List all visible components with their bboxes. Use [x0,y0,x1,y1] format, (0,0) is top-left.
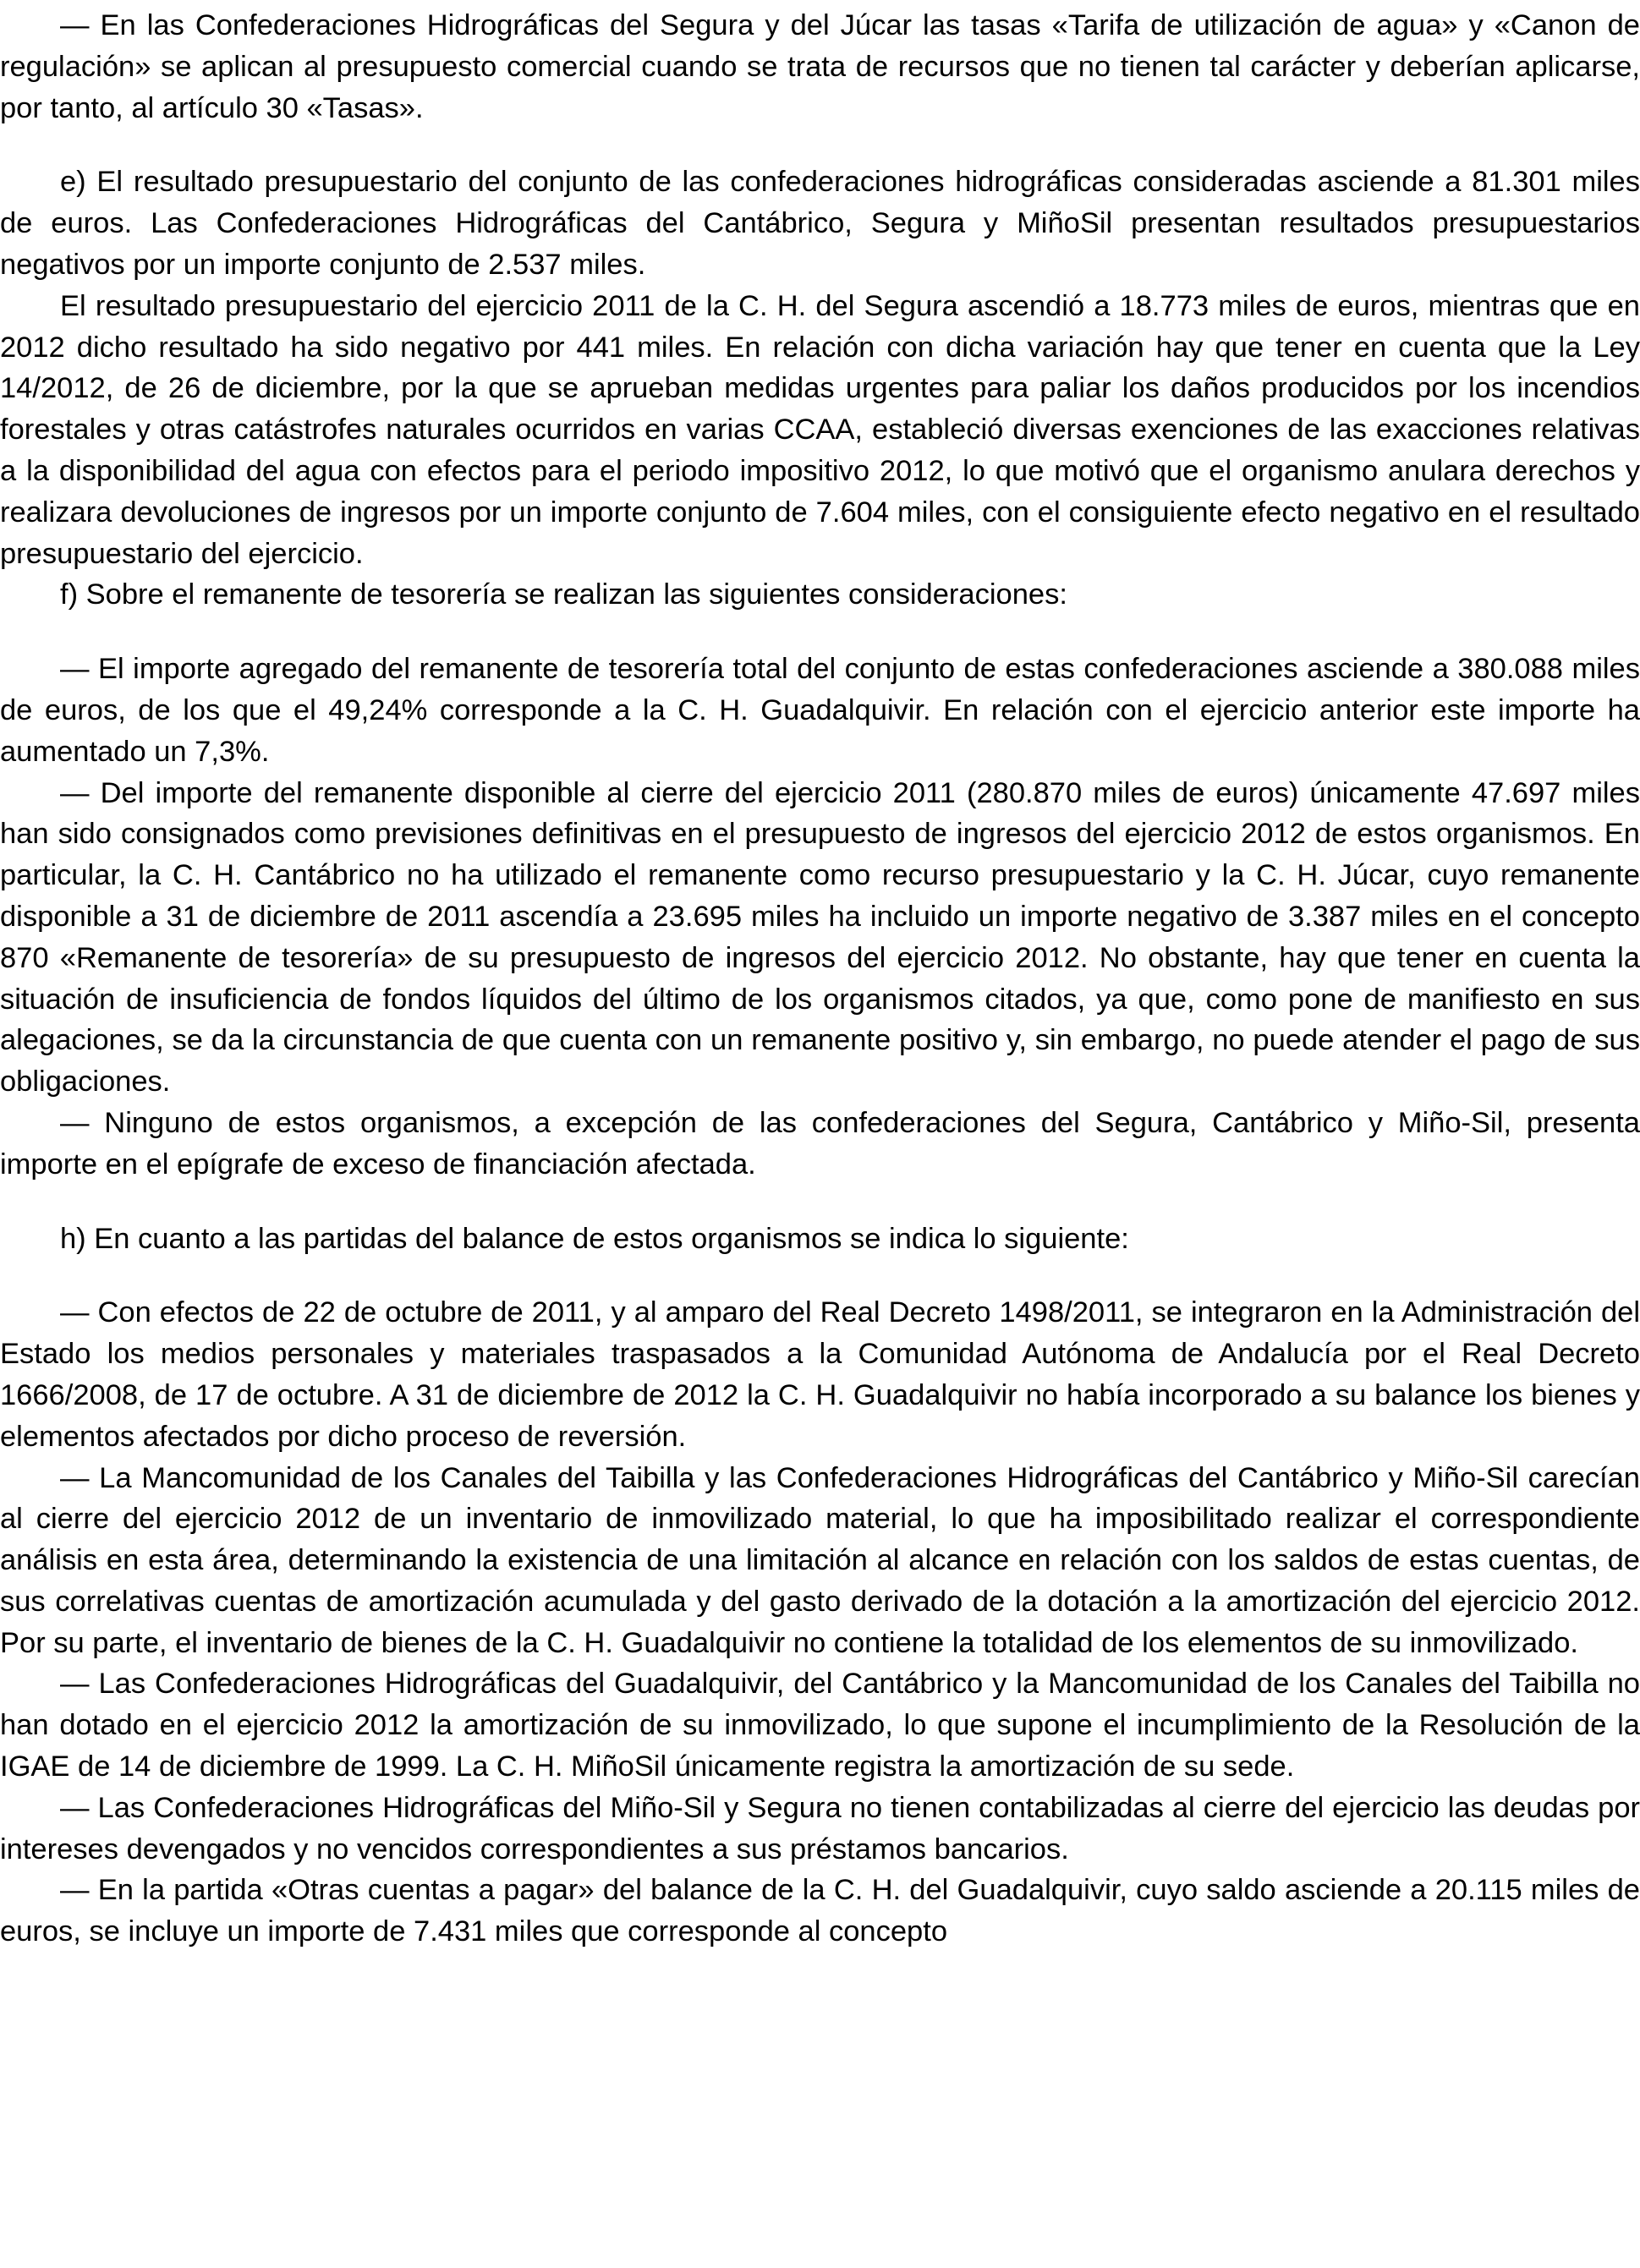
paragraph-exceso-financiacion: — Ninguno de estos organismos, a excepción de las confederaciones del Segura, Cantábrico y Miño-Sil, presenta importe en el epígrafe de exceso de financiación afectada. [0,1106,1640,1181]
paragraph-importe-agregado: — El importe agregado del remanente de tesorería total del conjunto de estas confederaciones asciende a 380.088 miles de euros, de los que el 49,24% corresponde a la C. H. Guadalquivir. En relación con el ejercicio anterior este importe ha aumentado un 7,3%. [0,653,1640,768]
paragraph-e-resultado-presupuestario: e) El resultado presupuestario del conjunto de las confederaciones hidrográficas consideradas asciende a 81.301 miles de euros. Las Confederaciones Hidrográficas del Cantábrico, Segura y MiñoSil presentan resultados presupuestarios negativos por un importe conjunto de 2.537 miles. [0,166,1640,281]
document-body [0,5,1640,1953]
paragraph-remanente-disponible: — Del importe del remanente disponible al cierre del ejercicio 2011 (280.870 miles de euros) únicamente 47.697 miles han sido consignados como previsiones definitivas en el presupuesto de ingresos del ejercicio 2012 de estos organismos. En particular, la C. H. Cantábrico no ha utilizado el remanente como recurso presupuestario y la C. H. Júcar, cuyo remanente disponible a 31 de diciembre de 2011 ascendía a 23.695 miles ha incluido un importe negativo de 3.387 miles en el concepto 870 «Remanente de tesorería» de su presupuesto de ingresos del ejercicio 2012. No obstante, hay que tener en cuenta la situación de insuficiencia de fondos líquidos del último de los organismos citados, ya que, como pone de manifiesto en sus alegaciones, se da la circunstancia de que cuenta con un remanente positivo y, sin embargo, no puede atender el pago de sus obligaciones. [0,776,1640,1098]
paragraph-h-partidas-balance: h) En cuanto a las partidas del balance de estos organismos se indica lo siguiente: [60,1222,1129,1255]
paragraph-intereses-devengados: — Las Confederaciones Hidrográficas del Miño-Sil y Segura no tienen contabilizadas al cierre del ejercicio las deudas por intereses devengados y no vencidos correspondientes a sus préstamos bancarios. [0,1791,1640,1865]
paragraph-otras-cuentas-pagar: — En la partida «Otras cuentas a pagar» del balance de la C. H. del Guadalquivir, cuyo saldo asciende a 20.115 miles de euros, se incluye un importe de 7.431 miles que corresponde al concepto [0,1874,1640,1948]
paragraph-real-decreto: — Con efectos de 22 de octubre de 2011, y al amparo del Real Decreto 1498/2011, se integraron en la Administración del Estado los medios personales y materiales traspasados a la Comunidad Autónoma de Andalucía por el Real Decreto 1666/2008, de 17 de octubre. A 31 de diciembre de 2012 la C. H. Guadalquivir no había incorporado a su balance los bienes y elementos afectados por dicho proceso de reversión. [0,1296,1640,1453]
paragraph-tasas-segura-jucar: — En las Confederaciones Hidrográficas del Segura y del Júcar las tasas «Tarifa de utilización de agua» y «Canon de regulación» se aplican al presupuesto comercial cuando se trata de recursos que no tienen tal carácter y deberían aplicarse, por tanto, al artículo 30 «Tasas». [0,9,1640,124]
paragraph-f-remanente: f) Sobre el remanente de tesorería se realizan las siguientes consideraciones: [60,578,1067,611]
paragraph-amortizacion: — Las Confederaciones Hidrográficas del Guadalquivir, del Cantábrico y la Mancomunidad de los Canales del Taibilla no han dotado en el ejercicio 2012 la amortización de su inmovilizado, lo que supone el incumplimiento de la Resolución de la IGAE de 14 de diciembre de 1999. La C. H. MiñoSil únicamente registra la amortización de su sede. [0,1668,1640,1783]
paragraph-resultado-segura: El resultado presupuestario del ejercicio 2011 de la C. H. del Segura ascendió a 18.773 miles de euros, mientras que en 2012 dicho resultado ha sido negativo por 441 miles. En relación con dicha variación hay que tener en cuenta que la Ley 14/2012, de 26 de diciembre, por la que se aprueban medidas urgentes para paliar los daños producidos por los incendios forestales y otras catástrofes naturales ocurridos en varias CCAA, estableció diversas exenciones de las exacciones relativas a la disponibilidad del agua con efectos para el periodo impositivo 2012, lo que motivó que el organismo anulara derechos y realizara devoluciones de ingresos por un importe conjunto de 7.604 miles, con el consiguiente efecto negativo en el resultado presupuestario del ejercicio. [0,289,1640,570]
paragraph-inventario-inmovilizado: — La Mancomunidad de los Canales del Taibilla y las Confederaciones Hidrográficas del Cantábrico y Miño-Sil carecían al cierre del ejercicio 2012 de un inventario de inmovilizado material, lo que ha imposibilitado realizar el correspondiente análisis en esta área, determinando la existencia de una limitación al alcance en relación con los saldos de estas cuentas, de sus correlativas cuentas de amortización acumulada y del gasto derivado de la dotación a la amortización del ejercicio 2012. Por su parte, el inventario de bienes de la C. H. Guadalquivir no contiene la totalidad de los elementos de su inmovilizado. [0,1461,1640,1659]
